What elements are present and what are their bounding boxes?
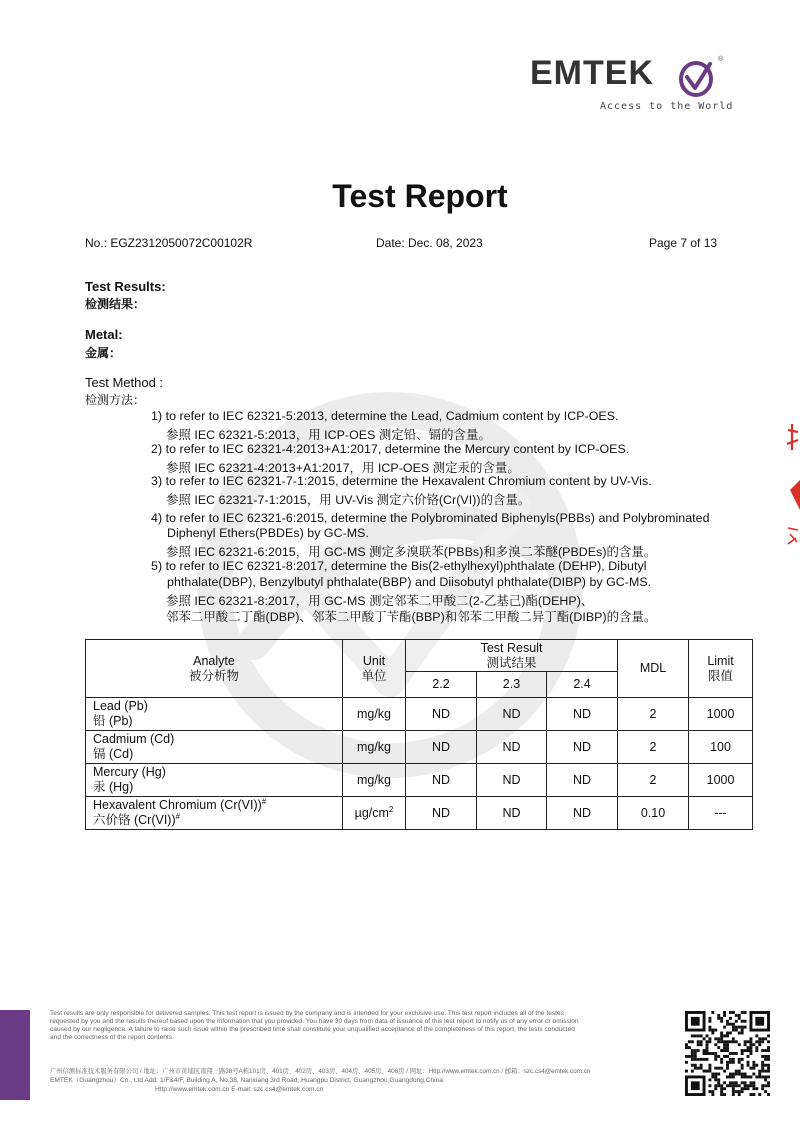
- test-method-heading-cn: 检测方法：: [85, 393, 146, 407]
- analyte-name: [86, 797, 343, 830]
- report-number: No.: EGZ2312050072C00102R: [85, 236, 253, 250]
- limit-header: [689, 640, 753, 698]
- result-cell: ND: [547, 764, 618, 797]
- company-address-en: EMTEK（Guangzhou）Co., Ltd Add: 1/F&4/F, Building A, No.38, Nanxiang 3rd Road, Huangpu District, Guangzhou,Guangdong,China: [50, 1077, 443, 1084]
- result-cell: ND: [477, 698, 547, 731]
- disclaimer-line: and the correctness of the report contents.: [50, 1034, 174, 1041]
- analyte-name-en: Hexavalent Chromium (Cr(VI)): [93, 798, 262, 812]
- table-header-row: [86, 640, 753, 672]
- metal-heading: Metal:: [85, 327, 123, 342]
- report-date: Date: Dec. 08, 2023: [376, 236, 483, 250]
- metal-heading-cn: 金属：: [85, 346, 122, 360]
- result-cell: ND: [406, 698, 477, 731]
- table-row: [86, 797, 753, 830]
- test-result-header-en: Test Result: [480, 640, 543, 655]
- registered-mark: ®: [718, 56, 724, 63]
- unit-cell: mg/kg: [343, 764, 406, 797]
- unit-cell: [343, 797, 406, 830]
- result-cell: ND: [477, 797, 547, 830]
- test-results-heading-cn: 检测结果：: [85, 297, 146, 311]
- method-line: 5) to refer to IEC 62321-8:2017, determine the Bis(2-ethylhexyl)phthalate (DEHP), Dibutyl: [151, 559, 647, 573]
- sample-id-header: 2.3: [477, 672, 547, 698]
- unit-header-en: Unit: [362, 653, 386, 668]
- seal-stamp-edge: [784, 410, 800, 560]
- test-method-heading: Test Method :: [85, 375, 164, 390]
- logo-check-circle-icon: [676, 58, 716, 98]
- results-table: [85, 639, 753, 830]
- method-line: 1) to refer to IEC 62321-5:2013, determine the Lead, Cadmium content by ICP-OES.: [151, 409, 619, 423]
- method-line: 参照 IEC 62321-8:2017，用 GC-MS 测定邻苯二甲酸二(2-乙基己)酯(DEHP)、: [166, 594, 594, 608]
- sample-id-header: 2.2: [406, 672, 477, 698]
- unit-cell: mg/kg: [343, 731, 406, 764]
- unit-cell: mg/kg: [343, 698, 406, 731]
- limit-cell: 1000: [689, 764, 753, 797]
- result-cell: ND: [406, 764, 477, 797]
- method-line: 参照 IEC 62321-4:2013+A1:2017，用 ICP-OES 测定汞的含量。: [166, 461, 520, 475]
- analyte-name: [86, 731, 343, 764]
- unit-header: [343, 640, 406, 698]
- table-row: [86, 764, 753, 797]
- limit-cell: ---: [689, 797, 753, 830]
- disclaimer-line: Test results are only responsible for delivered samples. This test report is issued by the company and is intended for your exclusive use. This test report includes all of the testes: [50, 1010, 564, 1017]
- analyte-name: [86, 698, 343, 731]
- sample-id-header: 2.4: [547, 672, 618, 698]
- analyte-name-cn: 镉 (Cd): [93, 747, 134, 761]
- limit-header-cn: 限值: [708, 668, 734, 683]
- footnote-mark: #: [261, 796, 267, 806]
- method-line: 参照 IEC 62321-7-1:2015，用 UV-Vis 测定六价铬(Cr(VI))的含量。: [166, 493, 531, 507]
- result-cell: ND: [547, 731, 618, 764]
- logo-wordmark: EMTEK: [530, 54, 654, 92]
- test-result-header: [406, 640, 618, 672]
- limit-cell: 1000: [689, 698, 753, 731]
- test-result-header-cn: 测试结果: [486, 655, 537, 670]
- method-line: 4) to refer to IEC 62321-6:2015, determine the Polybrominated Biphenyls(PBBs) and Polybrominated: [151, 511, 710, 525]
- limit-header-en: Limit: [707, 653, 734, 668]
- analyte-header-en: Analyte: [193, 653, 235, 668]
- mdl-cell: 2: [618, 731, 689, 764]
- limit-cell: 100: [689, 731, 753, 764]
- table-row: [86, 698, 753, 731]
- method-line: 2) to refer to IEC 62321-4:2013+A1:2017, determine the Mercury content by ICP-OES.: [151, 442, 630, 456]
- analyte-header: [86, 640, 343, 698]
- mdl-header: MDL: [618, 640, 689, 698]
- method-line: 邻苯二甲酸二丁酯(DBP)、邻苯二甲酸丁苄酯(BBP)和邻苯二甲酸二异丁酯(DIBP)的含量。: [166, 610, 657, 624]
- analyte-header-cn: 被分析物: [188, 668, 239, 683]
- result-cell: ND: [547, 797, 618, 830]
- method-line: phthalate(DBP), Benzylbutyl phthalate(BBP) and Diisobutyl phthalate(DIBP) by GC-MS.: [167, 575, 652, 589]
- company-contact: Http://www.emtek.com.cn E-mail: szc.cs4@emtek.com.cn: [155, 1086, 324, 1093]
- analyte-name-cn: 汞 (Hg): [93, 780, 134, 794]
- analyte-name-en: Lead (Pb): [93, 699, 148, 713]
- footnote-mark: #: [175, 811, 181, 821]
- result-cell: ND: [406, 797, 477, 830]
- page-number: Page 7 of 13: [649, 236, 718, 250]
- logo-tagline: Access to the World: [600, 101, 734, 112]
- method-line: 参照 IEC 62321-5:2013，用 ICP-OES 测定铅、镉的含量。: [166, 428, 491, 442]
- method-line: 参照 IEC 62321-6:2015，用 GC-MS 测定多溴联苯(PBBs)和多溴二苯醚(PBDEs)的含量。: [166, 545, 657, 559]
- footer-accent-bar: [0, 1010, 30, 1100]
- method-line: 3) to refer to IEC 62321-7-1:2015, determine the Hexavalent Chromium content by UV-Vis.: [151, 474, 652, 488]
- unit-header-cn: 单位: [361, 668, 387, 683]
- result-cell: ND: [547, 698, 618, 731]
- result-cell: ND: [477, 731, 547, 764]
- method-line: Diphenyl Ethers(PBDEs) by GC-MS.: [167, 526, 369, 540]
- mdl-cell: 2: [618, 764, 689, 797]
- mdl-cell: 2: [618, 698, 689, 731]
- analyte-name-en: Cadmium (Cd): [93, 732, 175, 746]
- qr-code-icon: [685, 1011, 770, 1096]
- result-cell: ND: [406, 731, 477, 764]
- analyte-name-en: Mercury (Hg): [93, 765, 166, 779]
- unit-superscript: 2: [388, 804, 394, 814]
- mdl-cell: 0.10: [618, 797, 689, 830]
- analyte-name-cn: 六价铬 (Cr(VI)): [93, 813, 176, 827]
- result-cell: ND: [477, 764, 547, 797]
- analyte-name: [86, 764, 343, 797]
- disclaimer-line: requested by you and the results thereof based upon the information that you provided. You have 30 days from data of issuance of this test report to notify us of any error or omission: [50, 1018, 579, 1025]
- table-row: [86, 731, 753, 764]
- unit-text: µg/cm: [354, 806, 389, 820]
- report-title: Test Report: [332, 178, 508, 214]
- analyte-name-cn: 铅 (Pb): [93, 714, 133, 728]
- company-address-cn: 广州信测标准技术服务有限公司 / 地址：广州市黄埔区南翔三路38号A栋101房、401房、402房、403房、404房、405房、406房 / 网址：Http://www.emtek.com.cn / 邮箱：szc.cs4@emtek.com.cn: [50, 1068, 591, 1075]
- disclaimer-line: caused by our negligence. A failure to raise such issue within the prescribed time shall constitute your unqualified acceptance of the completeness of this report, the tests conducted: [50, 1026, 575, 1033]
- test-results-heading: Test Results:: [85, 279, 166, 294]
